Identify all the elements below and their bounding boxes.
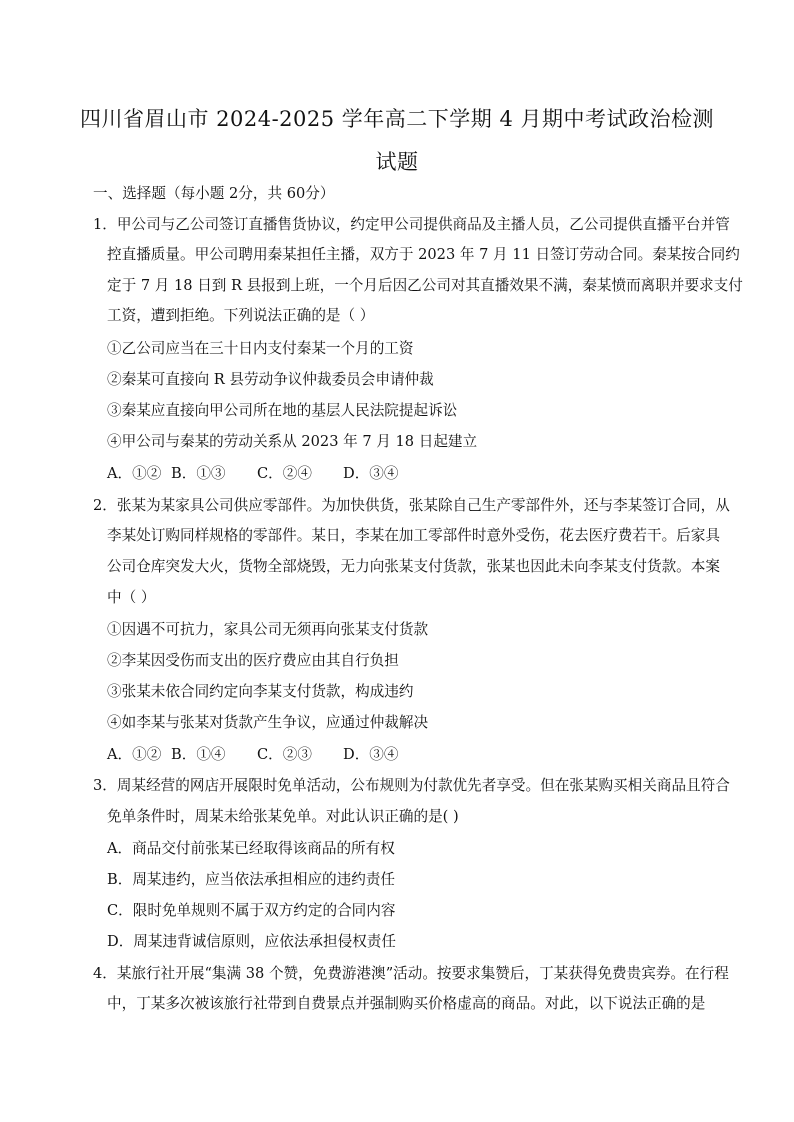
q1-option-b: B．①③: [171, 465, 226, 482]
q2-statement: ④如李某与张某对货款产生争议，应通过仲裁解决: [107, 714, 429, 731]
q1-stem-line: 1．甲公司与乙公司签订直播售货协议，约定甲公司提供商品及主播人员，乙公司提供直播平台并管: [93, 216, 730, 233]
q4-stem-line: 中，丁某多次被该旅行社带到自费景点并强制购买价格虚高的商品。对此，以下说法正确的是: [107, 995, 706, 1012]
q2-statement: ①因遇不可抗力，家具公司无须再向张某支付货款: [107, 621, 429, 638]
q3-stem-line: 3．周某经营的网店开展限时免单活动，公布规则为付款优先者享受。但在张某购买相关商品且符合: [93, 777, 730, 794]
q3-option-b: B．周某违约，应当依法承担相应的违约责任: [107, 871, 396, 888]
q1-statement: ①乙公司应当在三十日内支付秦某一个月的工资: [107, 340, 414, 357]
q3-option-d: D．周某违背诚信原则，应依法承担侵权责任: [107, 933, 396, 950]
q1-statement: ②秦某可直接向 R 县劳动争议仲裁委员会申请仲裁: [107, 371, 434, 388]
q2-statement: ②李某因受伤而支出的医疗费应由其自行负担: [107, 652, 399, 669]
q2-stem-line: 公司仓库突发大火，货物全部烧毁，无力向张某支付货款，张某也因此未向李某支付货款。本案: [107, 558, 720, 575]
q2-option-b: B．①④: [171, 746, 226, 763]
q1-stem-line: 工资，遭到拒绝。下列说法正确的是（ ）: [107, 307, 375, 324]
q2-stem-line: 2．张某为某家具公司供应零部件。为加快供货，张某除自己生产零部件外，还与李某签订合同，从: [93, 497, 730, 514]
q1-option-c: C．②④: [257, 465, 312, 482]
q3-option-a: A．商品交付前张某已经取得该商品的所有权: [107, 840, 395, 857]
q1-option-a: A．①②: [107, 465, 162, 482]
q1-stem-line: 控直播质量。甲公司聘用秦某担任主播，双方于 2023 年 7 月 11 日签订劳动合同。秦某按合同约: [107, 246, 740, 263]
q3-stem-line: 免单条件时，周某未给张某免单。对此认识正确的是( ): [107, 808, 459, 825]
q3-option-c: C．限时免单规则不属于双方约定的合同内容: [107, 902, 396, 919]
title-line-1: 四川省眉山市 2024-2025 学年高二下学期 4 月期中考试政治检测: [79, 107, 715, 131]
q2-options: [107, 745, 398, 765]
q1-statement: ③秦某应直接向甲公司所在地的基层人民法院提起诉讼: [107, 402, 458, 419]
q2-option-c: C．②③: [257, 746, 312, 763]
q2-stem-line: 李某处订购同样规格的零部件。某日，李某在加工零部件时意外受伤，花去医疗费若干。后家具: [107, 527, 720, 544]
title-line-2: 试题: [375, 150, 419, 174]
q1-stem-line: 定于 7 月 18 日到 R 县报到上班，一个月后因乙公司对其直播效果不满，秦某愤而离职并要求支付: [107, 277, 743, 294]
section-heading: 一、选择题（每小题 2分，共 60分）: [93, 185, 335, 202]
q1-options: [107, 464, 398, 484]
q1-option-d: D．③④: [343, 465, 399, 482]
q2-option-d: D．③④: [343, 746, 399, 763]
q2-option-a: A．①②: [107, 746, 162, 763]
q2-statement: ③张某未依合同约定向李某支付货款，构成违约: [107, 683, 414, 700]
q1-statement: ④甲公司与秦某的劳动关系从 2023 年 7 月 18 日起建立: [107, 433, 478, 450]
q2-stem-line: 中（ ）: [107, 589, 156, 606]
q4-stem-line: 4．某旅行社开展“集满 38 个赞，免费游港澳”活动。按要求集赞后，丁某获得免费贵宾券。在行程: [93, 965, 729, 982]
